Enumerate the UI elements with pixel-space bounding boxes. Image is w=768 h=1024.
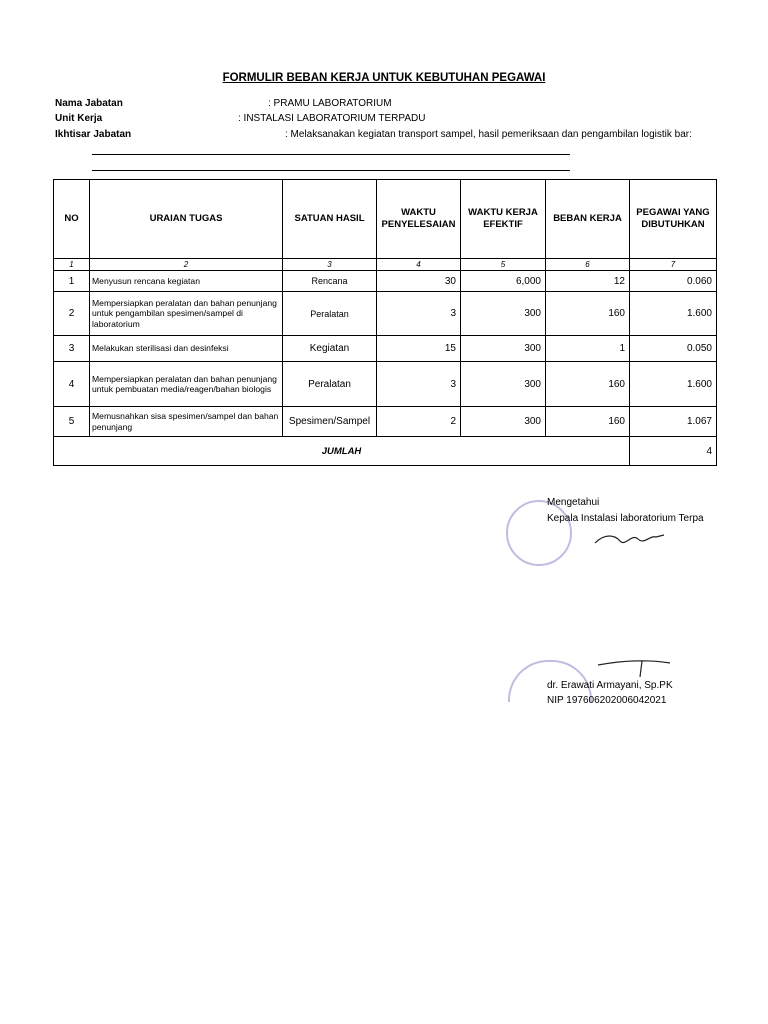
- header-satuan-hasil: SATUAN HASIL: [283, 180, 377, 259]
- table-row: [54, 292, 717, 336]
- workload-table: [53, 179, 717, 466]
- row-unit: Spesimen/Sampel: [283, 407, 377, 437]
- signature-acknowledge: Mengetahui: [547, 497, 600, 508]
- row-load: 160: [546, 407, 630, 437]
- row-no: 1: [54, 271, 90, 292]
- row-task: Menyusun rencana kegiatan: [90, 271, 283, 292]
- row-load: 160: [546, 362, 630, 407]
- row-staff: 0.060: [630, 271, 717, 292]
- row-unit: Peralatan: [283, 292, 377, 336]
- row-staff: 1.600: [630, 292, 717, 336]
- total-value: 4: [630, 437, 717, 466]
- col-number: 7: [630, 259, 717, 271]
- signature-scribble-icon: [590, 655, 680, 683]
- row-effective: 300: [461, 407, 546, 437]
- col-number: 2: [90, 259, 283, 271]
- row-effective: 6,000: [461, 271, 546, 292]
- row-unit: Rencana: [283, 271, 377, 292]
- row-time: 30: [377, 271, 461, 292]
- col-number: 4: [377, 259, 461, 271]
- header-pegawai-dibutuhkan: PEGAWAI YANG DIBUTUHKAN: [630, 180, 717, 259]
- signature-nip: NIP 197606202006042021: [547, 695, 667, 706]
- signature-position: Kepala Instalasi laboratorium Terpa: [547, 513, 704, 524]
- row-effective: 300: [461, 336, 546, 362]
- table-row: [54, 362, 717, 407]
- row-staff: 0.050: [630, 336, 717, 362]
- field-label-ikhtisar-jabatan: Ikhtisar Jabatan: [55, 129, 132, 140]
- field-label-nama-jabatan: Nama Jabatan: [55, 98, 123, 109]
- form-title: FORMULIR BEBAN KERJA UNTUK KEBUTUHAN PEGAWAI: [222, 72, 546, 84]
- blank-line: [92, 170, 570, 171]
- row-no: 2: [54, 292, 90, 336]
- row-no: 3: [54, 336, 90, 362]
- row-time: 3: [377, 292, 461, 336]
- row-task: Mempersiapkan peralatan dan bahan penunjang untuk pengambilan spesimen/sampel di laboratorium: [90, 292, 283, 336]
- col-number: 6: [546, 259, 630, 271]
- row-staff: 1.067: [630, 407, 717, 437]
- row-time: 2: [377, 407, 461, 437]
- table-row: [54, 336, 717, 362]
- row-load: 12: [546, 271, 630, 292]
- table-row: [54, 271, 717, 292]
- row-load: 1: [546, 336, 630, 362]
- header-beban-kerja: BEBAN KERJA: [546, 180, 630, 259]
- total-row: [54, 437, 717, 466]
- signature-scribble-icon: [590, 525, 670, 555]
- row-unit: Peralatan: [283, 362, 377, 407]
- row-effective: 300: [461, 292, 546, 336]
- field-value-nama-jabatan: : PRAMU LABORATORIUM: [268, 98, 392, 109]
- col-number: 5: [461, 259, 546, 271]
- field-label-unit-kerja: Unit Kerja: [55, 113, 103, 124]
- total-label: JUMLAH: [54, 437, 630, 466]
- row-load: 160: [546, 292, 630, 336]
- row-no: 4: [54, 362, 90, 407]
- row-effective: 300: [461, 362, 546, 407]
- blank-line: [92, 154, 570, 155]
- column-number-row: [54, 259, 717, 271]
- row-staff: 1.600: [630, 362, 717, 407]
- table-row: [54, 407, 717, 437]
- field-value-unit-kerja: : INSTALASI LABORATORIUM TERPADU: [238, 113, 426, 124]
- official-stamp-icon: [506, 500, 572, 566]
- row-unit: Kegiatan: [283, 336, 377, 362]
- row-time: 3: [377, 362, 461, 407]
- row-task: Mempersiapkan peralatan dan bahan penunjang untuk pembuatan media/reagen/bahan biologis: [90, 362, 283, 407]
- row-no: 5: [54, 407, 90, 437]
- row-task: Melakukan sterilisasi dan desinfeksi: [90, 336, 283, 362]
- header-no: NO: [54, 180, 90, 259]
- row-time: 15: [377, 336, 461, 362]
- field-value-ikhtisar-jabatan: : Melaksanakan kegiatan transport sampel, hasil pemeriksaan dan pengambilan logistik bar:: [285, 129, 692, 140]
- header-waktu-penyelesaian: WAKTU PENYELESAIAN: [377, 180, 461, 259]
- row-task: Memusnahkan sisa spesimen/sampel dan bahan penunjang: [90, 407, 283, 437]
- header-uraian-tugas: URAIAN TUGAS: [90, 180, 283, 259]
- col-number: 3: [283, 259, 377, 271]
- signature-name: dr. Erawati Armayani, Sp.PK: [547, 680, 673, 691]
- col-number: 1: [54, 259, 90, 271]
- header-waktu-kerja-efektif: WAKTU KERJA EFEKTIF: [461, 180, 546, 259]
